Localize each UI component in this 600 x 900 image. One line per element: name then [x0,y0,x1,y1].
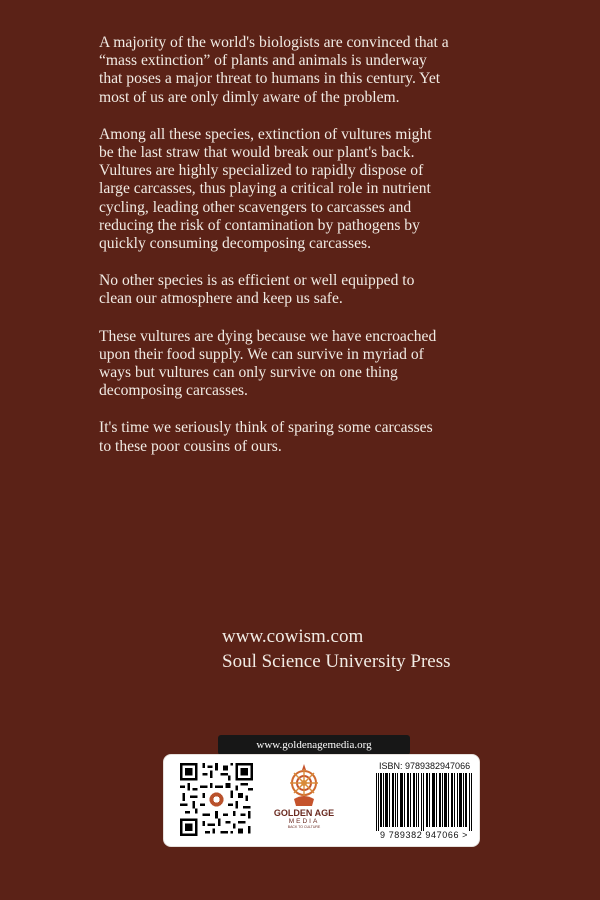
blurb-paragraph: No other species is as efficient or well equipped to clean our atmosphere and keep us safe. [99,272,415,308]
logo-subtitle: MEDIA [288,818,320,825]
website-link[interactable]: www.cowism.com [222,626,364,647]
logo-title: GOLDEN AGE [273,808,335,818]
back-cover-blurb [99,34,504,475]
barcode-panel [163,754,480,847]
golden-age-media-logo [271,763,337,839]
isbn-barcode [374,773,474,831]
blurb-paragraph: A majority of the world's biologists are convinced that a “mass extinction” of plants and animals is underway that poses a major threat to humans in this century. Yet most of us are only dimly aware of the problem. [99,34,449,106]
temple-emblem-icon [286,763,322,807]
blurb-paragraph: These vultures are dying because we have encroached upon their food supply. We can survive in myriad of ways but vultures can only survive on one thing decomposing carcasses. [99,327,437,400]
publisher-name: Soul Science University Press [222,651,451,672]
qr-center-logo-icon [208,791,226,809]
logo-tagline: BACK TO CULTURE [287,825,321,829]
publisher-info [222,624,451,674]
publisher-url-label[interactable]: www.goldenagemedia.org [218,735,410,755]
qr-code [180,763,253,836]
blurb-paragraph: Among all these species, extinction of vultures might be the last straw that would break our plant's back. Vultures are highly specialized to rapidly dispose of large carcasses, thus playing a critical role in nutrient cycling, leading other scavengers to carcasses and reducing the risk of contamination by pathogens by quickly consuming decomposing carcasses. [99,125,432,253]
isbn-label: ISBN: 9789382947066 [379,761,471,771]
blurb-paragraph: It's time we seriously think of sparing some carcasses to these poor cousins of ours. [99,419,433,455]
isbn-digits: 9 789382 947066 > [379,830,469,840]
